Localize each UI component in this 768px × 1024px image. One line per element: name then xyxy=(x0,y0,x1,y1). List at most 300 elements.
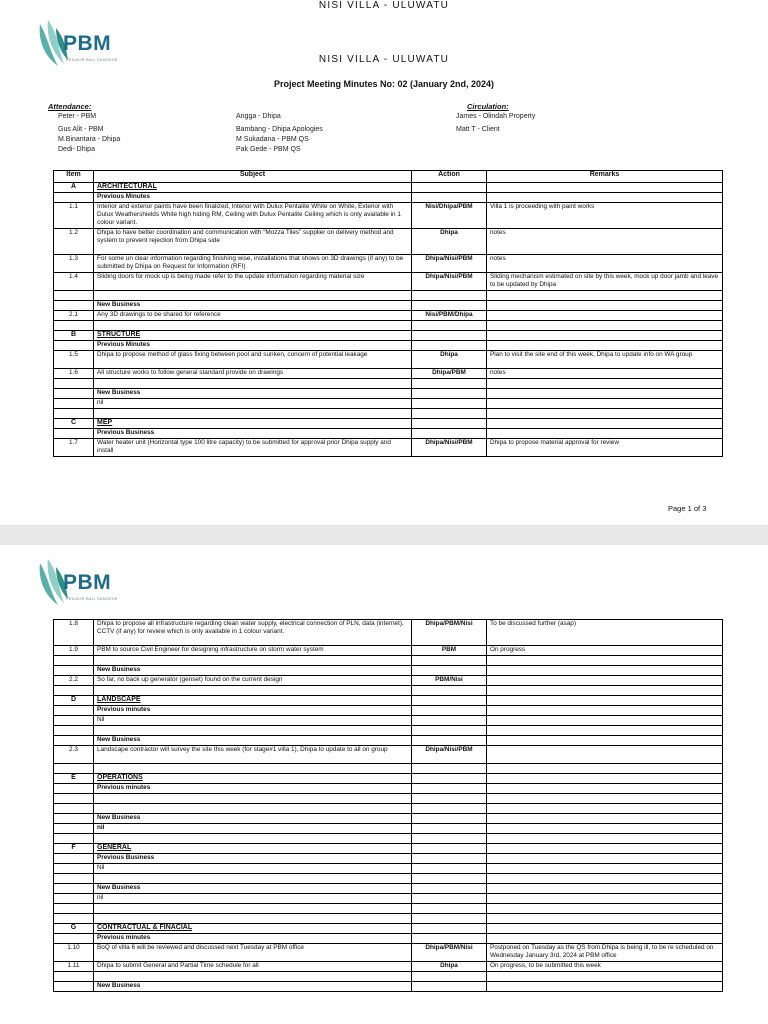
subject-cell: Nil xyxy=(94,864,412,874)
action-cell xyxy=(412,696,487,706)
item-cell xyxy=(54,291,94,301)
subheading-row xyxy=(54,736,723,746)
attendee-line: Dedi- Dhipa xyxy=(58,146,95,153)
subject-cell: Previous minutes xyxy=(94,706,412,716)
action-cell xyxy=(412,972,487,982)
subject-cell: LANDSCAPE xyxy=(94,696,412,706)
action-cell: Dhipa/Nisi/PBM xyxy=(412,255,487,273)
subject-cell: New Business xyxy=(94,884,412,894)
section-row xyxy=(54,419,723,429)
item-cell: 1.11 xyxy=(54,962,94,972)
attendee-line: Pak Gede - PBM QS xyxy=(236,146,301,153)
remarks-cell: Plan to visit the site end of this week, Dhipa to update info on WA group xyxy=(487,351,723,369)
table-row xyxy=(54,746,723,764)
circulation-heading: Circulation: xyxy=(467,102,509,111)
item-cell: 1.2 xyxy=(54,229,94,255)
subject-cell: ARCHITECTURAL xyxy=(94,183,412,193)
subject-cell xyxy=(94,686,412,696)
remarks-cell xyxy=(487,774,723,784)
table-row xyxy=(54,716,723,726)
remarks-cell xyxy=(487,311,723,321)
pbm-logo xyxy=(36,557,136,609)
subject-cell: Previous minutes xyxy=(94,784,412,794)
table-row xyxy=(54,255,723,273)
section-row xyxy=(54,844,723,854)
subheading-row xyxy=(54,429,723,439)
circulation-line: Matt T - Client xyxy=(456,126,500,133)
subject-cell: Previous Business xyxy=(94,854,412,864)
action-cell xyxy=(412,904,487,914)
item-cell xyxy=(54,656,94,666)
remarks-cell xyxy=(487,784,723,794)
item-cell xyxy=(54,804,94,814)
table-row xyxy=(54,351,723,369)
item-cell: 1.9 xyxy=(54,646,94,656)
blank-row xyxy=(54,834,723,844)
remarks-cell xyxy=(487,409,723,419)
subject-cell: Dhipa to propose method of glass fixing between pool and sunken, concern of potential leakage xyxy=(94,351,412,369)
item-cell xyxy=(54,706,94,716)
blank-row xyxy=(54,656,723,666)
item-cell xyxy=(54,854,94,864)
subject-cell: Previous minutes xyxy=(94,934,412,944)
item-cell: 2.2 xyxy=(54,676,94,686)
item-cell xyxy=(54,982,94,992)
subject-cell xyxy=(94,972,412,982)
table-row xyxy=(54,399,723,409)
header-remarks: Remarks xyxy=(487,171,723,183)
remarks-cell xyxy=(487,924,723,934)
meeting-title: Project Meeting Minutes No: 02 (January 2nd, 2024) xyxy=(273,79,495,89)
subject-cell xyxy=(94,874,412,884)
item-cell xyxy=(54,301,94,311)
action-cell xyxy=(412,894,487,904)
remarks-cell: To be discussed further (asap) xyxy=(487,620,723,646)
logo-tagline: PENJIOR BALI SANGEHE xyxy=(66,596,118,601)
subject-cell: Dhipa to submit General and Partial Time schedule for all xyxy=(94,962,412,972)
subheading-row xyxy=(54,824,723,834)
action-cell xyxy=(412,924,487,934)
subject-cell: Previous Minutes xyxy=(94,193,412,203)
remarks-cell xyxy=(487,726,723,736)
blank-row xyxy=(54,794,723,804)
header-item: Item xyxy=(54,171,94,183)
header-action: Action xyxy=(412,171,487,183)
subject-cell: Sliding doors for mock up is being made refer to the update information regarding material size xyxy=(94,273,412,291)
remarks-cell xyxy=(487,706,723,716)
item-cell: D xyxy=(54,696,94,706)
action-cell: Nisi/PBM/Dhipa xyxy=(412,311,487,321)
subject-cell xyxy=(94,794,412,804)
item-cell: 1.8 xyxy=(54,620,94,646)
subheading-row xyxy=(54,982,723,992)
remarks-cell xyxy=(487,874,723,884)
subject-cell: All structure works to follow general standard provide on drawings xyxy=(94,369,412,379)
action-cell xyxy=(412,814,487,824)
subject-cell: Water heater unit (Horizontal type 100 litre capacity) to be submitted for approval prior Dhipa supply and install xyxy=(94,439,412,457)
subject-cell xyxy=(94,656,412,666)
blank-row xyxy=(54,904,723,914)
item-cell: E xyxy=(54,774,94,784)
item-cell: 2.3 xyxy=(54,746,94,764)
blank-row xyxy=(54,321,723,331)
action-cell: PBM/Nisi xyxy=(412,676,487,686)
subheading-row xyxy=(54,854,723,864)
subject-cell: CONTRACTUAL & FINACIAL xyxy=(94,924,412,934)
subject-cell xyxy=(94,379,412,389)
remarks-cell xyxy=(487,794,723,804)
item-cell: 1.1 xyxy=(54,203,94,229)
action-cell xyxy=(412,914,487,924)
item-cell xyxy=(54,794,94,804)
remarks-cell xyxy=(487,864,723,874)
action-cell: Dhipa xyxy=(412,351,487,369)
remarks-cell xyxy=(487,834,723,844)
remarks-cell xyxy=(487,716,723,726)
action-cell xyxy=(412,666,487,676)
remarks-cell xyxy=(487,666,723,676)
subject-cell: nil xyxy=(94,894,412,904)
remarks-cell xyxy=(487,193,723,203)
action-cell: Dhipa/Nisi/PBM xyxy=(412,439,487,457)
action-cell xyxy=(412,736,487,746)
project-title: NISI VILLA - ULUWATU xyxy=(318,54,450,65)
subject-cell: GENERAL xyxy=(94,844,412,854)
subject-cell: For some un clear information regarding finishing wise, installations that shows on 3D drawings (if any) to be submitted by Dhipa on Request for Information (RFI) xyxy=(94,255,412,273)
action-cell xyxy=(412,193,487,203)
action-cell xyxy=(412,291,487,301)
subject-cell: BoQ of villa 6 will be reviewed and discussed next Tuesday at PBM office xyxy=(94,944,412,962)
remarks-cell xyxy=(487,676,723,686)
blank-row xyxy=(54,874,723,884)
remarks-cell xyxy=(487,972,723,982)
item-cell xyxy=(54,934,94,944)
action-cell xyxy=(412,716,487,726)
attendee-line: Bambang - Dhipa Apologies xyxy=(236,126,323,133)
action-cell xyxy=(412,389,487,399)
item-cell: A xyxy=(54,183,94,193)
action-cell xyxy=(412,834,487,844)
action-cell xyxy=(412,656,487,666)
item-cell: B xyxy=(54,331,94,341)
table-row xyxy=(54,962,723,972)
subject-cell: So far, no back up generator (genset) found on the current design xyxy=(94,676,412,686)
logo-tagline: PENJIOR BALI SANGEHE xyxy=(66,57,118,62)
item-cell: C xyxy=(54,419,94,429)
attendee-line: M.Binantara - Dhipa xyxy=(58,136,121,143)
page-number: Page 1 of 3 xyxy=(668,504,707,513)
subject-cell: New Business xyxy=(94,736,412,746)
remarks-cell xyxy=(487,814,723,824)
subheading-row xyxy=(54,666,723,676)
blank-row xyxy=(54,686,723,696)
subject-cell: New Business xyxy=(94,389,412,399)
subject-cell xyxy=(94,914,412,924)
item-cell xyxy=(54,914,94,924)
remarks-cell xyxy=(487,884,723,894)
action-cell xyxy=(412,794,487,804)
subject-cell xyxy=(94,321,412,331)
remarks-cell xyxy=(487,804,723,814)
action-cell: PBM xyxy=(412,646,487,656)
action-cell xyxy=(412,934,487,944)
blank-row xyxy=(54,409,723,419)
action-cell xyxy=(412,764,487,774)
action-cell xyxy=(412,824,487,834)
remarks-cell xyxy=(487,656,723,666)
table-row xyxy=(54,864,723,874)
item-cell: 1.5 xyxy=(54,351,94,369)
blank-row xyxy=(54,379,723,389)
action-cell xyxy=(412,774,487,784)
attendee-line: Peter - PBM xyxy=(58,113,97,120)
action-cell xyxy=(412,341,487,351)
action-cell: Dhipa xyxy=(412,229,487,255)
action-cell xyxy=(412,884,487,894)
action-cell: Nisi/Dhipa/PBM xyxy=(412,203,487,229)
table-row xyxy=(54,203,723,229)
item-cell xyxy=(54,193,94,203)
remarks-cell xyxy=(487,696,723,706)
remarks-cell xyxy=(487,824,723,834)
subject-cell: Previous Business xyxy=(94,429,412,439)
item-cell xyxy=(54,686,94,696)
subheading-row xyxy=(54,706,723,716)
section-row xyxy=(54,924,723,934)
item-cell: F xyxy=(54,844,94,854)
remarks-cell xyxy=(487,746,723,764)
action-cell xyxy=(412,399,487,409)
subheading-row xyxy=(54,884,723,894)
action-cell xyxy=(412,379,487,389)
item-cell xyxy=(54,716,94,726)
attendance-heading: Attendance: xyxy=(48,102,92,111)
item-cell xyxy=(54,379,94,389)
subject-cell xyxy=(94,726,412,736)
blank-row xyxy=(54,914,723,924)
subject-cell: New Business xyxy=(94,301,412,311)
attendee-line: Gus Alit - PBM xyxy=(58,126,104,133)
item-cell xyxy=(54,666,94,676)
remarks-cell xyxy=(487,914,723,924)
table-row xyxy=(54,620,723,646)
action-cell xyxy=(412,301,487,311)
subject-cell: Dhipa to propose all infrastructure regarding clean water supply, electrical connection of PLN, data (internet), CCTV (if any) for review which is only available in 1 colour variant. xyxy=(94,620,412,646)
circulation-line: James - Olindah Property xyxy=(456,113,536,120)
subject-cell xyxy=(94,764,412,774)
remarks-cell xyxy=(487,301,723,311)
section-row xyxy=(54,696,723,706)
subject-cell xyxy=(94,804,412,814)
item-cell xyxy=(54,726,94,736)
item-cell xyxy=(54,834,94,844)
remarks-cell xyxy=(487,736,723,746)
subject-cell xyxy=(94,834,412,844)
item-cell xyxy=(54,389,94,399)
action-cell xyxy=(412,726,487,736)
table-body-page-2 xyxy=(54,620,723,992)
blank-row xyxy=(54,291,723,301)
remarks-cell xyxy=(487,331,723,341)
item-cell xyxy=(54,884,94,894)
remarks-cell: Villa 1 is proceeding with paint works xyxy=(487,203,723,229)
subject-cell: New Business xyxy=(94,982,412,992)
attendee-line: Angga - Dhipa xyxy=(236,113,281,120)
remarks-cell xyxy=(487,389,723,399)
item-cell xyxy=(54,894,94,904)
page-separator xyxy=(0,525,768,545)
section-row xyxy=(54,331,723,341)
subject-cell: Nil xyxy=(94,716,412,726)
action-cell xyxy=(412,706,487,716)
subject-cell: Previous Minutes xyxy=(94,341,412,351)
remarks-cell: Postponed on Tuesday as the QS from Dhipa is being ill, to be re scheduled on Wednesday January 3rd, 2024 at PBM office xyxy=(487,944,723,962)
remarks-cell xyxy=(487,982,723,992)
action-cell xyxy=(412,874,487,884)
item-cell: G xyxy=(54,924,94,934)
action-cell xyxy=(412,409,487,419)
item-cell xyxy=(54,972,94,982)
subject-cell: Any 3D drawings to be shared for reference xyxy=(94,311,412,321)
remarks-cell: On progress xyxy=(487,646,723,656)
project-title: NISI VILLA - ULUWATU xyxy=(318,0,450,11)
action-cell xyxy=(412,331,487,341)
item-cell xyxy=(54,874,94,884)
remarks-cell xyxy=(487,183,723,193)
table-row xyxy=(54,894,723,904)
action-cell xyxy=(412,686,487,696)
table-row xyxy=(54,439,723,457)
item-cell: 1.10 xyxy=(54,944,94,962)
minutes-table-page-2 xyxy=(53,619,723,992)
item-cell xyxy=(54,864,94,874)
table-row xyxy=(54,944,723,962)
blank-row xyxy=(54,764,723,774)
item-cell xyxy=(54,341,94,351)
item-cell xyxy=(54,409,94,419)
action-cell xyxy=(412,804,487,814)
item-cell xyxy=(54,814,94,824)
item-cell xyxy=(54,824,94,834)
item-cell xyxy=(54,321,94,331)
remarks-cell xyxy=(487,429,723,439)
remarks-cell xyxy=(487,854,723,864)
item-cell: 1.7 xyxy=(54,439,94,457)
subject-cell xyxy=(94,291,412,301)
action-cell: Dhipa/Nisi/PBM xyxy=(412,273,487,291)
action-cell xyxy=(412,784,487,794)
table-row xyxy=(54,273,723,291)
remarks-cell xyxy=(487,904,723,914)
subheading-row xyxy=(54,934,723,944)
remarks-cell xyxy=(487,686,723,696)
subheading-row xyxy=(54,193,723,203)
action-cell xyxy=(412,429,487,439)
item-cell: 1.4 xyxy=(54,273,94,291)
action-cell: Dhipa/PBM/Nisi xyxy=(412,944,487,962)
blank-row xyxy=(54,972,723,982)
item-cell: 1.3 xyxy=(54,255,94,273)
blank-row xyxy=(54,804,723,814)
item-cell xyxy=(54,764,94,774)
table-row xyxy=(54,676,723,686)
logo-brand-text: PBM xyxy=(63,32,112,55)
remarks-cell: Sliding mechanism estimated on site by this week, mock up door jamb and leave to be updated by Dhipa xyxy=(487,273,723,291)
subheading-row xyxy=(54,341,723,351)
remarks-cell xyxy=(487,894,723,904)
subject-cell: New Business xyxy=(94,814,412,824)
subject-cell: Dhipa to have better coordination and communication with “Mozza Tiles” supplier on delivery method and system to prevent rejection from Dhipa side xyxy=(94,229,412,255)
item-cell xyxy=(54,904,94,914)
section-row xyxy=(54,183,723,193)
subject-cell: Landscape contractor will survey the site this week (for stage#1 villa 1), Dhipa to update to all on group xyxy=(94,746,412,764)
item-cell: 1.6 xyxy=(54,369,94,379)
remarks-cell: notes xyxy=(487,255,723,273)
item-cell xyxy=(54,784,94,794)
action-cell xyxy=(412,854,487,864)
subject-cell: Interior and exterior paints have been finalized, Interior with Dulux Pentalite White on White, Exterior with Dulux Weathershields White high hiding RM, Ceiling with Dulux Pentalite Ceiling which is only available in 1 colour variant. xyxy=(94,203,412,229)
remarks-cell xyxy=(487,934,723,944)
item-cell xyxy=(54,429,94,439)
action-cell: Dhipa/PBM/Nisi xyxy=(412,620,487,646)
subheading-row xyxy=(54,301,723,311)
subject-cell: MEP xyxy=(94,419,412,429)
subheading-row xyxy=(54,814,723,824)
subheading-row xyxy=(54,784,723,794)
remarks-cell: Dhipa to propose material approval for review xyxy=(487,439,723,457)
subject-cell xyxy=(94,409,412,419)
action-cell: Dhipa xyxy=(412,962,487,972)
remarks-cell: notes xyxy=(487,229,723,255)
subject-cell: STRUCTURE xyxy=(94,331,412,341)
action-cell xyxy=(412,982,487,992)
action-cell xyxy=(412,844,487,854)
remarks-cell xyxy=(487,764,723,774)
table-body-page-1 xyxy=(54,183,723,457)
action-cell xyxy=(412,321,487,331)
subject-cell: New Business xyxy=(94,666,412,676)
subject-cell: nil xyxy=(94,824,412,834)
table-row xyxy=(54,369,723,379)
remarks-cell xyxy=(487,399,723,409)
remarks-cell xyxy=(487,379,723,389)
subject-cell xyxy=(94,904,412,914)
action-cell xyxy=(412,419,487,429)
remarks-cell: On progress, to be submitted this week xyxy=(487,962,723,972)
table-header-row xyxy=(54,171,723,183)
subheading-row xyxy=(54,389,723,399)
table-row xyxy=(54,311,723,321)
blank-row xyxy=(54,726,723,736)
item-cell: 2.1 xyxy=(54,311,94,321)
subject-cell: PBM to source Civil Engineer for designing infrastructure on storm water system xyxy=(94,646,412,656)
section-row xyxy=(54,774,723,784)
table-row xyxy=(54,646,723,656)
remarks-cell: notes xyxy=(487,369,723,379)
item-cell xyxy=(54,399,94,409)
minutes-table-page-1 xyxy=(53,170,723,457)
attendee-line: M Sukadana - PBM QS xyxy=(236,136,309,143)
subject-cell: nil xyxy=(94,399,412,409)
remarks-cell xyxy=(487,419,723,429)
remarks-cell xyxy=(487,321,723,331)
action-cell xyxy=(412,183,487,193)
action-cell xyxy=(412,864,487,874)
action-cell: Dhipa/Nisi/PBM xyxy=(412,746,487,764)
logo-brand-text: PBM xyxy=(63,571,112,594)
table-row xyxy=(54,229,723,255)
remarks-cell xyxy=(487,844,723,854)
